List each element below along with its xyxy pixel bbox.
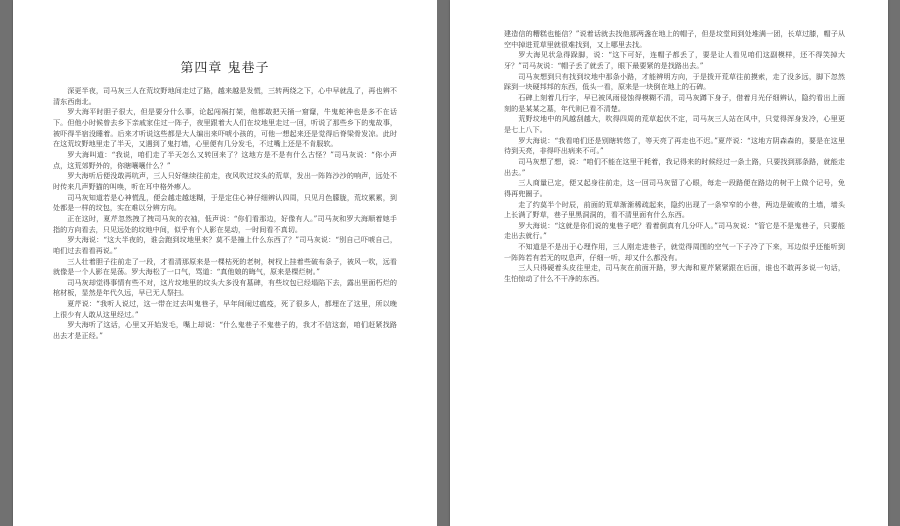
paragraph: 司马灰知道若是心神慌乱，便会越走越迷糊，于是定住心神仔细辨认四周，只见月色朦胧，荒坟累累，到处都是一样的坟包，实在难以分辨方向。 (53, 192, 397, 213)
paragraph: 罗大海叫道：“我说，咱们走了半天怎么又转回来了？这地方是不是有什么古怪？”司马灰说：“你小声点，这荒郊野外的，你瞎嚷嚷什么？” (53, 149, 397, 170)
paragraph: 罗大海平时胆子很大，但是要分什么事，论起闯祸打架，他都敢把天捅一窟窿，牛鬼蛇神也是多不在话下。但他小时候曾去乡下亲戚家住过一阵子，夜里跟着大人们在坟地里走过一回，听说了那些乡下的鬼故事，被吓得半宿没睡着。后来才听说这些都是大人编出来吓唬小孩的，可他一想起来还是觉得后脊梁骨发凉。此时在这荒坟野地里走了半天，又遇到了鬼打墙，心里便有几分发毛，不过嘴上还是不肯服软。 (53, 107, 397, 149)
paragraph: 司马灰想到只有找到坟地中那条小路，才能辨明方向，于是拨开荒草往前摸索，走了没多远，脚下忽然踩到一块硬邦邦的东西，低头一看，原来是一块倒在地上的石碑。 (504, 71, 845, 92)
paragraph: 罗大海说：“我看咱们还是别瞎转悠了，等天亮了再走也不迟。”夏芹说：“这地方阴森森的，要是在这里待到天亮，非得吓出病来不可。” (504, 135, 845, 156)
paragraph: 罗大海听了这话，心里又开始发毛，嘴上却说：“什么鬼巷子不鬼巷子的，我才不信这套，咱们赶紧找路出去才是正经。” (53, 320, 397, 341)
page-gutter (437, 0, 450, 526)
paragraph: 罗大海见状急得跺脚，说：“这下可好，连帽子都丢了，要是让人看见咱们这副模样，还不得笑掉大牙？”司马灰说：“帽子丢了就丢了，眼下最要紧的是找路出去。” (504, 50, 845, 70)
paragraph: 石碑上刻着几行字，早已被风雨侵蚀得模糊不清，司马灰蹲下身子，借着月光仔细辨认，隐约看出上面刻的是某某之墓，年代则已看不清楚。 (504, 92, 845, 113)
paragraph: 夏芹说：“我听人说过，这一带在过去叫鬼巷子，早年间闹过瘟疫，死了很多人，都埋在了这里，所以晚上很少有人敢从这里经过。” (53, 299, 397, 319)
left-page (13, 0, 437, 526)
paragraph: 正在这时，夏芹忽然拽了拽司马灰的衣袖，低声说：“你们看那边，好像有人。”司马灰和罗大海顺着她手指的方向看去，只见远处的坟地中间，似乎有个人影在晃动，一时间看不真切。 (53, 213, 397, 234)
paragraph: 三人壮着胆子往前走了一段，才看清那原来是一棵枯死的老树，树杈上挂着些破布条子，被风一吹，远看就像是一个人影在晃荡。罗大海松了一口气，骂道：“真他娘的晦气，原来是棵烂树。” (53, 256, 397, 277)
paragraph: 司马灰想了想，说：“咱们不能在这里干耗着，我记得来的时候经过一条土路，只要找到那条路，就能走出去。” (504, 156, 845, 177)
paragraph: 不知道是不是出于心理作用，三人刚走进巷子，就觉得周围的空气一下子冷了下来，耳边似乎还能听到一阵阵若有若无的叹息声，仔细一听，却又什么都没有。 (504, 242, 845, 262)
paragraph: 三人只得硬着头皮往里走，司马灰在前面开路，罗大海和夏芹紧紧跟在后面，谁也不敢再多说一句话，生怕惊动了什么不干净的东西。 (504, 263, 845, 284)
paragraph: 走了约莫半个时辰，前面的荒草渐渐稀疏起来，隐约出现了一条窄窄的小巷，两边是破败的土墙，墙头上长满了野草，巷子里黑洞洞的，看不清里面有什么东西。 (504, 199, 845, 220)
paragraph: 深更半夜，司马灰三人在荒坟野地间走过了路，越来越是发慌，三转两绕之下，心中早就乱了，再也辨不清东西南北。 (53, 86, 397, 106)
right-page-body (504, 29, 845, 285)
paragraph: 罗大海听后便没敢再吭声，三人只好继续往前走，夜风吹过坟头的荒草，发出一阵阵沙沙的响声，远处不时传来几声野猫的叫唤，听在耳中格外瘆人。 (53, 171, 397, 191)
paragraph: 三人商量已定，便又起身往前走，这一回司马灰留了心眼，每走一段路便在路边的树干上做个记号，免得再兜圈子。 (504, 178, 845, 198)
paragraph: 荒野坟地中的风越刮越大，吹得四周的荒草起伏不定，司马灰三人站在风中，只觉得浑身发冷，心里更是七上八下。 (504, 114, 845, 134)
paragraph: 罗大海说：“这大半夜的，谁会跑到坟地里来？莫不是撞上什么东西了？”司马灰说：“别自己吓唬自己，咱们过去看看再说。” (53, 235, 397, 255)
paragraph: 罗大海说：“这就是你们说的鬼巷子吧？看着倒真有几分吓人。”司马灰说：“管它是不是鬼巷子，只要能走出去就行。” (504, 220, 845, 241)
right-page (450, 0, 888, 526)
left-page-body (53, 86, 397, 342)
paragraph: 司马灰却觉得事情有些不对，这片坟地里的坟头大多没有墓碑，有些坟包已经塌陷下去，露出里面朽烂的棺材板，显然是年代久远，早已无人祭扫。 (53, 277, 397, 298)
paragraph: 建造信的糟糕也能信？”说着话就去找他那两盏在地上的帽子，但是坟堂间到处堆满一团，长草过膝，帽子从空中掉进荒草里就很难找到，又上哪里去找。 (504, 29, 845, 49)
chapter-title: 第四章 鬼巷子 (180, 61, 270, 76)
